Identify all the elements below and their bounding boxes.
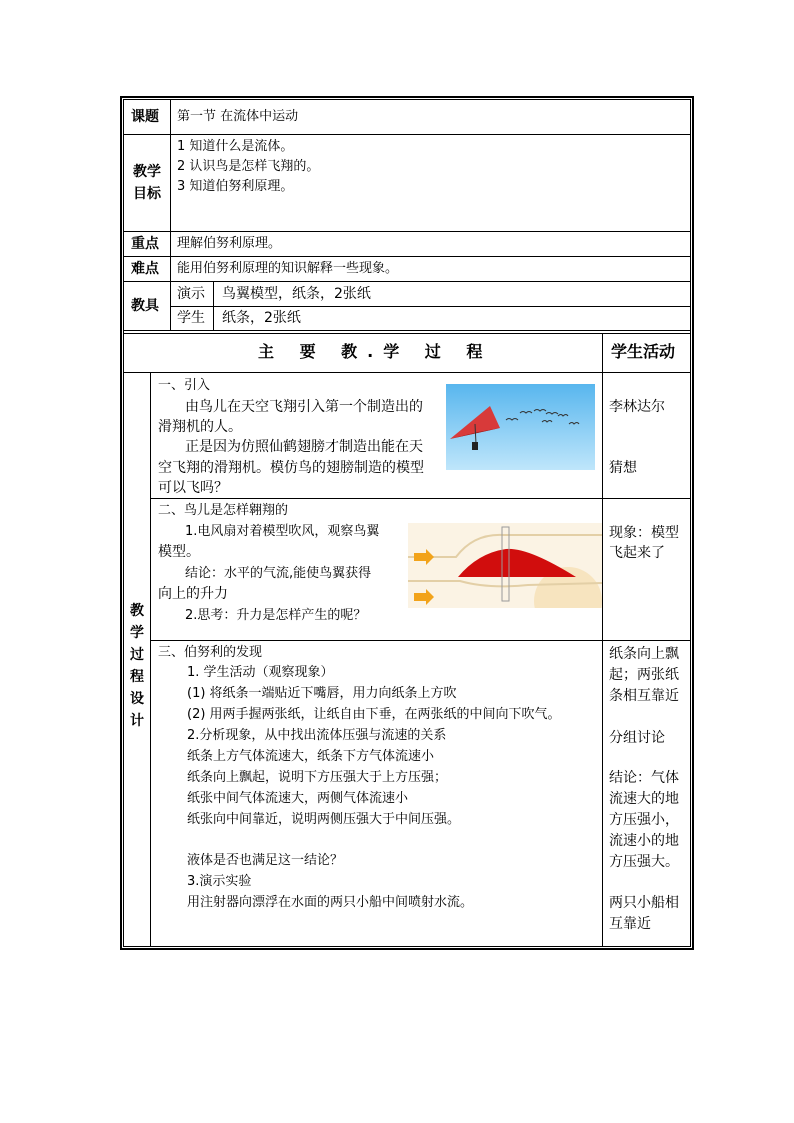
section-3-line: 3.演示实验	[187, 874, 252, 889]
key-point-label: 重点	[131, 236, 159, 252]
section-2-line: 向上的升力	[158, 586, 228, 602]
difficulty: 能用伯努利原理的知识解释一些现象。	[177, 261, 399, 276]
section-3-line: 1. 学生活动（观察现象）	[187, 665, 334, 680]
tools-demo-label: 演示	[177, 286, 205, 302]
activity-header: 学生活动	[611, 342, 676, 361]
section-2-heading: 二、鸟儿是怎样翱翔的	[158, 503, 289, 518]
tools-demo-items: 鸟翼模型，纸条，2张纸	[222, 286, 371, 302]
section-2-line: 2.思考：升力是怎样产生的呢？	[185, 608, 367, 623]
activity-3-line: 方压强小，	[609, 812, 679, 828]
hang-glider-image	[446, 384, 595, 470]
goal-item: 2 认识鸟是怎样飞翔的。	[177, 159, 320, 174]
goals-label-2: 目标	[133, 186, 161, 202]
goal-item: 3 知道伯努利原理。	[177, 179, 294, 194]
section-3-line: 2.分析现象，从中找出流体压强与流速的关系	[187, 728, 447, 743]
activity-1-line: 猜想	[609, 460, 637, 476]
section-2-line: 模型。	[158, 544, 200, 560]
activity-3-line: 流速大的地	[609, 791, 679, 807]
activity-3-line: 两只小船相	[609, 895, 679, 911]
activity-3-line: 分组讨论	[609, 730, 665, 746]
section-3-heading: 三、伯努利的发现	[158, 645, 263, 660]
section-3-line: 纸条上方气体流速大，纸条下方气体流速小	[187, 749, 435, 764]
tools-student-label: 学生	[177, 310, 205, 326]
activity-1-line: 李林达尔	[609, 399, 665, 415]
section-3-line: 纸条向上飘起，说明下方压强大于上方压强；	[187, 770, 448, 785]
activity-3-line: 纸条向上飘	[609, 646, 679, 662]
lesson-title: 第一节 在流体中运动	[177, 109, 299, 124]
section-1-line: 由鸟儿在天空飞翔引入第一个制造出的	[185, 399, 423, 415]
section-1-line: 滑翔机的人。	[158, 419, 242, 435]
tools-student-items: 纸条，2张纸	[222, 310, 301, 326]
section-3-line: (2) 用两手握两张纸，让纸自由下垂，在两张纸的中间向下吹气。	[187, 707, 561, 722]
goals-label-1: 教学	[133, 164, 161, 180]
section-3-line: 液体是否也满足这一结论？	[187, 853, 344, 868]
wing-model-image	[408, 523, 602, 608]
goal-item: 1 知道什么是流体。	[177, 139, 294, 154]
title-label: 课题	[131, 109, 159, 125]
section-3-line: (1) 将纸条一端贴近下嘴唇，用力向纸条上方吹	[187, 686, 457, 701]
section-1-line: 正是因为仿照仙鹤翅膀才制造出能在天	[185, 439, 423, 455]
activity-3-line: 互靠近	[609, 916, 651, 932]
difficulty-label: 难点	[131, 261, 159, 277]
section-2-line: 结论：水平的气流,能使鸟翼获得	[185, 566, 372, 581]
activity-3-line: 条相互靠近	[609, 688, 679, 704]
section-3-line: 用注射器向漂浮在水面的两只小船中间喷射水流。	[187, 895, 474, 910]
tools-label: 教具	[131, 298, 159, 314]
activity-3-line: 结论：气体	[609, 770, 679, 786]
section-3-line: 纸张中间气体流速大，两侧气体流速小	[187, 791, 409, 806]
process-header: 主 要 教.学 过 程	[258, 342, 493, 361]
activity-3-line: 方压强大。	[609, 854, 679, 870]
section-1-line: 可以飞吗？	[158, 480, 228, 496]
section-3-line: 纸张向中间靠近，说明两侧压强大于中间压强。	[187, 812, 461, 827]
activity-2-line: 现象：模型	[609, 525, 679, 541]
key-point: 理解伯努利原理。	[177, 236, 282, 251]
section-1-line: 空飞翔的滑翔机。模仿鸟的翅膀制造的模型	[158, 460, 424, 476]
side-label: 教 学 过 程 设 计	[130, 603, 144, 729]
activity-2-line: 飞起来了	[609, 545, 665, 561]
section-1-heading: 一、引入	[158, 378, 211, 393]
activity-3-line: 起；两张纸	[609, 667, 679, 683]
section-2-line: 1.电风扇对着模型吹风，观察鸟翼	[185, 524, 380, 539]
activity-3-line: 流速小的地	[609, 833, 679, 849]
